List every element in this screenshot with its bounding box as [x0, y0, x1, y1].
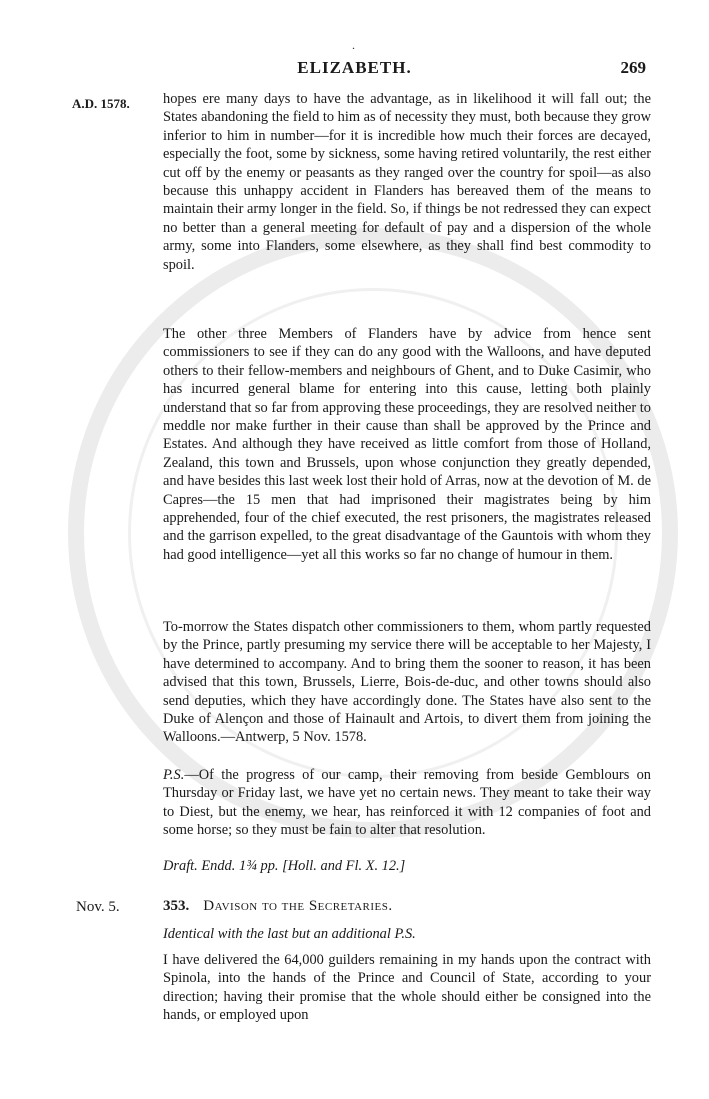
paragraph-2-text: The other three Members of Flanders have by advice from hence sent commissioners to see if they can do any good with the Walloons, and have deputed others to their fellow-members and neighbours of Ghent, and to Duke Casimir, who has incurred general blame for entering into this cause, letting both plainly understand that so far from approving these proceedings, they are resolved neither to meddle nor make further in their cause than shall be approved by the Prince and Estates. And although they have received as little comfort from those of Holland, Zealand, this town and Brussels, upon whose conjunction they greatly depended, and have besides this last week lost their hold of Arras, now at the devotion of M. de Capres—the 15 men that had imprisoned their magistrates being by him apprehended, four of the chief executed, the rest prisoners, the magistrates released and the garrison expelled, to the great disadvantage of the Gauntois with whom they had good intelligence—yet all this works so far no change of humour in them. — [163, 326, 651, 563]
running-title: ELIZABETH. — [297, 58, 412, 77]
paragraph-2 — [163, 325, 651, 564]
margin-year: A.D. 1578. — [72, 96, 130, 111]
header-dot: . — [352, 38, 355, 52]
entry-note: Identical with the last but an additional P.S. — [163, 926, 416, 942]
paragraph-3-text: To-morrow the States dispatch other commissioners to them, whom partly requested by the Prince, partly presuming my service there will be acceptable to her Majesty, I have determined to accompany. And to bring them the sooner to reason, it has been advised that this town, Brussels, Lierre, Bois-de-duc, and other towns should also send deputies, which they have accordingly done. The States have also sent to the Duke of Alençon and those of Hainault and Artois, to divert them from joining the Walloons.—Antwerp, 5 Nov. 1578. — [163, 619, 651, 746]
paragraph-1-text: hopes ere many days to have the advantage, as in likelihood it will fall out; the States abandoning the field to him as of necessity they must, both because they grow inferior to him in number—for it is incredible how much their forces are decayed, especially the foot, some by sickness, some having retired voluntarily, the rest either cut off by the enemy or peasants as they ranged over the country for spoil—as also because this unhappy accident in Flanders has bereaved them of the means to maintain their army longer in the field. So, if things be not redressed they can expect no better than a general meeting for default of pay and a dispersion of the whole army, some into Flanders, some elsewhere, as they shall find best commodity to spoil. — [163, 91, 651, 273]
postscript-lead: P.S. — [163, 767, 185, 783]
entry-number: 353. — [163, 898, 190, 914]
page-number: 269 — [620, 58, 646, 77]
paragraph-5-text: I have delivered the 64,000 guilders remaining in my hands upon the contract with Spinola, into the hands of the Prince and Council of State, according to your direction; having their promise that the whole should either be consigned into the hands, or employed upon — [163, 952, 651, 1024]
paragraph-1 — [163, 90, 651, 274]
postscript-paragraph — [163, 766, 651, 840]
draft-note: Draft. Endd. 1¾ pp. [Holl. and Fl. X. 12.] — [163, 858, 406, 874]
margin-entry-date: Nov. 5. — [76, 899, 120, 915]
entry-heading — [163, 897, 651, 915]
postscript-text: —Of the progress of our camp, their removing from beside Gemblours on Thursday or Friday last, we have yet no certain news. They meant to take their way to Diest, but the enemy, we hear, has reinforced it with 12 companies of foot and some horse; so they must be fain to alter that resolution. — [163, 767, 651, 839]
entry-title: Davison to the Secretaries. — [203, 898, 393, 914]
paragraph-3 — [163, 618, 651, 747]
paragraph-5 — [163, 951, 651, 1025]
